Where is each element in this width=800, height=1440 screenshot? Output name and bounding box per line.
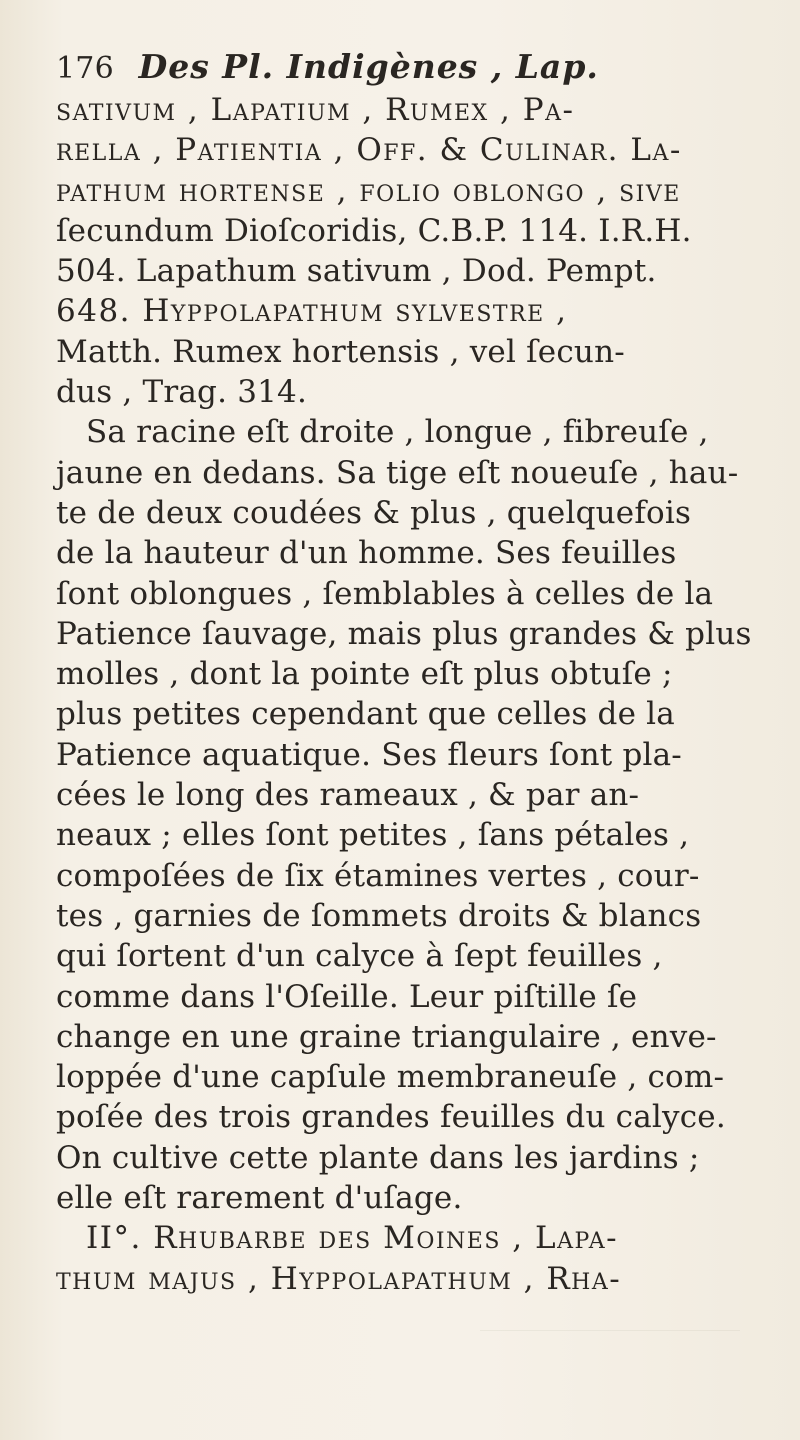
text-line: tes , garnies de ſommets droits & blancs xyxy=(56,897,702,934)
text-line: change en une graine triangulaire , enve- xyxy=(56,1018,717,1055)
text-line: ſont oblongues , ſemblables à celles de la xyxy=(56,575,714,612)
text-line: 504. Lapathum sativum , Dod. Pempt. xyxy=(56,253,657,290)
text-line: molles , dont la pointe eſt plus obtuſe ; xyxy=(56,656,673,693)
text-line: poſée des trois grandes feuilles du calyce. xyxy=(56,1099,726,1136)
text-line: elle eſt rarement d'uſage. xyxy=(56,1180,463,1217)
text-line: qui ſortent d'un calyce à ſept feuilles , xyxy=(56,938,663,975)
page-number: 176 xyxy=(56,51,114,86)
paper-stain xyxy=(480,1330,740,1431)
text-line: dus , Trag. 314. xyxy=(56,374,308,411)
running-head: Des Pl. Indigènes , Lap. xyxy=(138,47,599,86)
text-line: de la hauteur d'un homme. Ses feuilles xyxy=(56,535,677,572)
paragraph-start-line: Sa racine eſt droite , longue , fibreuſe , xyxy=(86,414,709,451)
text-line: pathum hortense , folio oblongo , ſive xyxy=(56,172,681,209)
text-line: Patience aquatique. Ses fleurs ſont pla- xyxy=(56,736,682,773)
text-line: sativum , Lapatium , Rumex , Pa- xyxy=(56,92,575,128)
text-line: cées le long des rameaux , & par an- xyxy=(56,777,640,814)
text-line: loppée d'une capſule membraneuſe , com- xyxy=(56,1059,725,1096)
text-line: Patience ſauvage, mais plus grandes & plus xyxy=(56,615,752,652)
section-heading-line: II°. Rhubarbe des Moines , Lapa- xyxy=(86,1220,619,1257)
text-line: rella , Patientia , Off. & Culinar. La- xyxy=(56,132,682,169)
text-line: jaune en dedans. Sa tige eſt noueuſe , hau- xyxy=(56,454,739,491)
text-line: 648. Hyppolapathum sylvestre , xyxy=(56,293,568,330)
text-line: thum majus , Hyppolapathum , Rha- xyxy=(56,1260,622,1297)
text-line: ſecundum Dioſcoridis, C.B.P. 114. I.R.H. xyxy=(56,212,692,249)
text-line: neaux ; elles ſont petites , ſans pétales , xyxy=(56,817,690,854)
text-line: On cultive cette plante dans les jardins ; xyxy=(56,1139,700,1176)
page-text xyxy=(56,44,776,1299)
page-header xyxy=(56,44,776,90)
text-line: Matth. Rumex hortensis , vel ſecun- xyxy=(56,333,625,370)
text-line: te de deux coudées & plus , quelquefois xyxy=(56,494,692,531)
text-line: plus petites cependant que celles de la xyxy=(56,696,675,733)
text-line: comme dans l'Oſeille. Leur piſtille ſe xyxy=(56,978,638,1015)
text-line: compoſées de ſix étamines vertes , cour- xyxy=(56,857,700,894)
